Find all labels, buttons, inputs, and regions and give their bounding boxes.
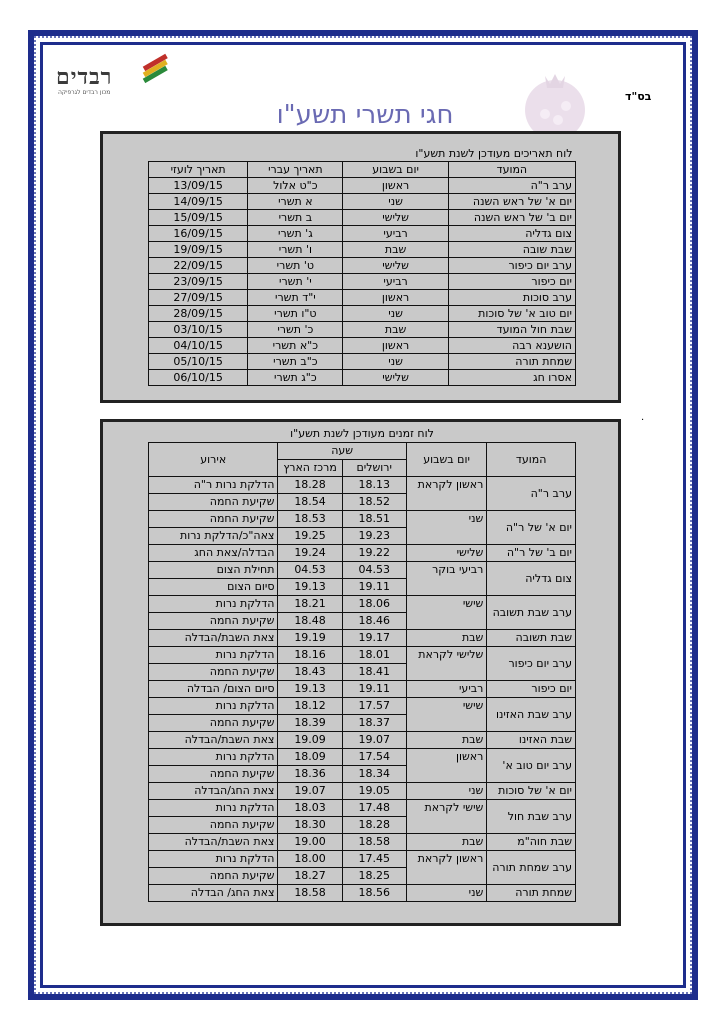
col-header-moed: המועד (487, 443, 576, 477)
table-cell: שבת חול המועד (448, 322, 575, 338)
jerusalem-time-cell: 18.13 (342, 477, 406, 494)
jerusalem-time-cell: 19.05 (342, 783, 406, 800)
table-cell: אסרו חג (448, 370, 575, 386)
center-time-cell: 18.16 (278, 647, 342, 664)
table-cell: כ"ט אלול (248, 178, 343, 194)
center-time-cell: 04.53 (278, 562, 342, 579)
moed-cell: שבת תשובה (487, 630, 576, 647)
page-title: חגי תשרי תשע"ו (276, 100, 454, 130)
table-row (149, 210, 576, 226)
col-header-time: שעה (278, 443, 406, 460)
table-row (149, 258, 576, 274)
event-cell: סיום הצום (149, 579, 278, 596)
table-cell: שבת (343, 242, 448, 258)
col-header-jerusalem: ירושלים (342, 460, 406, 477)
table-cell: ראשון (343, 178, 448, 194)
jerusalem-time-cell: 18.01 (342, 647, 406, 664)
table-row (149, 732, 576, 749)
dates-panel (100, 131, 621, 403)
moed-cell: יום ב' של ר"ה (487, 545, 576, 562)
table-row (149, 242, 576, 258)
event-cell: הבדלה/צאת החג (149, 545, 278, 562)
table-cell: ב תשרי (248, 210, 343, 226)
table-cell: רביעי (343, 274, 448, 290)
center-time-cell: 18.36 (278, 766, 342, 783)
event-cell: שקיעת החמה (149, 511, 278, 528)
event-cell: שקיעת החמה (149, 715, 278, 732)
jerusalem-time-cell: 19.23 (342, 528, 406, 545)
moed-cell: שבת האזינו (487, 732, 576, 749)
weekday-cell: רביעי (406, 681, 487, 698)
jerusalem-time-cell: 18.58 (342, 834, 406, 851)
center-time-cell: 18.03 (278, 800, 342, 817)
center-time-cell: 18.28 (278, 477, 342, 494)
table-cell: כ"ג תשרי (248, 370, 343, 386)
table-cell: שבת שובה (448, 242, 575, 258)
table-row (149, 354, 576, 370)
event-cell: צאה"כ/הדלקת נרות (149, 528, 278, 545)
jerusalem-time-cell: 18.37 (342, 715, 406, 732)
table-cell: 28/09/15 (149, 306, 248, 322)
event-cell: צאת השבת/הבדלה (149, 834, 278, 851)
table-cell: 15/09/15 (149, 210, 248, 226)
table-cell: כ"ב תשרי (248, 354, 343, 370)
table-cell: צום גדליה (448, 226, 575, 242)
table-row (149, 477, 576, 494)
col-header-gregorian-date: תאריך לועזי (149, 162, 248, 178)
table-cell: ט' תשרי (248, 258, 343, 274)
center-time-cell: 18.53 (278, 511, 342, 528)
center-time-cell: 19.13 (278, 579, 342, 596)
weekday-cell: שבת (406, 834, 487, 851)
table-cell: 19/09/15 (149, 242, 248, 258)
logo-subtitle: מכון רבדים לגרפיקה (58, 89, 111, 96)
table-row (149, 783, 576, 800)
table-row (149, 545, 576, 562)
col-header-moed: המועד (448, 162, 575, 178)
center-time-cell: 18.21 (278, 596, 342, 613)
table-row (149, 274, 576, 290)
table-cell: 06/10/15 (149, 370, 248, 386)
moed-cell: ערב ר"ה (487, 477, 576, 511)
table-row (149, 338, 576, 354)
table-cell: כ"א תשרי (248, 338, 343, 354)
table-cell: יום ב' של ראש השנה (448, 210, 575, 226)
table-cell: שלישי (343, 370, 448, 386)
table-cell: ערב יום כיפור (448, 258, 575, 274)
table-cell: הושענא רבה (448, 338, 575, 354)
table-row (149, 511, 576, 528)
table-cell: ט"ו תשרי (248, 306, 343, 322)
event-cell: סיום הצום/ הבדלה (149, 681, 278, 698)
center-time-cell: 18.39 (278, 715, 342, 732)
center-time-cell: 18.30 (278, 817, 342, 834)
times-table (148, 426, 576, 902)
center-time-cell: 18.48 (278, 613, 342, 630)
center-time-cell: 18.43 (278, 664, 342, 681)
center-time-cell: 18.58 (278, 885, 342, 902)
table-cell: 27/09/15 (149, 290, 248, 306)
weekday-cell: שני (406, 783, 487, 800)
jerusalem-time-cell: 18.46 (342, 613, 406, 630)
jerusalem-time-cell: 19.11 (342, 579, 406, 596)
jerusalem-time-cell: 18.34 (342, 766, 406, 783)
event-cell: שקיעת החמה (149, 494, 278, 511)
table-cell: א תשרי (248, 194, 343, 210)
center-time-cell: 18.12 (278, 698, 342, 715)
center-time-cell: 19.00 (278, 834, 342, 851)
moed-cell: ערב שמחת תורה (487, 851, 576, 885)
table-row (149, 226, 576, 242)
weekday-cell: שישי לקראת (406, 800, 487, 834)
center-time-cell: 18.54 (278, 494, 342, 511)
table-cell: שלישי (343, 210, 448, 226)
times-panel (100, 419, 621, 926)
jerusalem-time-cell: 18.56 (342, 885, 406, 902)
table-cell: שלישי (343, 258, 448, 274)
jerusalem-time-cell: 17.57 (342, 698, 406, 715)
table-row (149, 800, 576, 817)
jerusalem-time-cell: 04.53 (342, 562, 406, 579)
event-cell: הדלקת נרות (149, 647, 278, 664)
event-cell: הדלקת נרות ר"ה (149, 477, 278, 494)
table-cell: י"ד תשרי (248, 290, 343, 306)
table-cell: ערב סוכות (448, 290, 575, 306)
table-cell: כ' תשרי (248, 322, 343, 338)
event-cell: צאת השבת/הבדלה (149, 732, 278, 749)
event-cell: שקיעת החמה (149, 664, 278, 681)
col-header-weekday: יום בשבוע (406, 443, 487, 477)
table-cell: 05/10/15 (149, 354, 248, 370)
table-row (149, 681, 576, 698)
table-row (149, 630, 576, 647)
event-cell: הדלקת נרות (149, 851, 278, 868)
event-cell: הדלקת נרות (149, 698, 278, 715)
table-row (149, 562, 576, 579)
bsd-mark: בס"ד (625, 90, 652, 103)
col-header-event: אירוע (149, 443, 278, 477)
event-cell: הדלקת נרות (149, 749, 278, 766)
moed-cell: יום א' של סוכות (487, 783, 576, 800)
table-row (149, 322, 576, 338)
table-cell: 13/09/15 (149, 178, 248, 194)
weekday-cell: ראשון לקראת (406, 851, 487, 885)
weekday-cell: ראשון לקראת (406, 477, 487, 511)
jerusalem-time-cell: 18.06 (342, 596, 406, 613)
weekday-cell: שישי (406, 698, 487, 732)
weekday-cell: שישי (406, 596, 487, 630)
table-cell: שני (343, 306, 448, 322)
jerusalem-time-cell: 17.48 (342, 800, 406, 817)
jerusalem-time-cell: 18.28 (342, 817, 406, 834)
event-cell: שקיעת החמה (149, 817, 278, 834)
event-cell: שקיעת החמה (149, 766, 278, 783)
jerusalem-time-cell: 17.54 (342, 749, 406, 766)
moed-cell: ערב שבת האזינו (487, 698, 576, 732)
jerusalem-time-cell: 18.25 (342, 868, 406, 885)
col-header-center: מרכז הארץ (278, 460, 342, 477)
table-row (149, 647, 576, 664)
moed-cell: שמחת תורה (487, 885, 576, 902)
moed-cell: ערב שבת תשובה (487, 596, 576, 630)
weekday-cell: שני (406, 511, 487, 545)
table-cell: 16/09/15 (149, 226, 248, 242)
center-time-cell: 18.09 (278, 749, 342, 766)
event-cell: צאת השבת/הבדלה (149, 630, 278, 647)
weekday-cell: שלישי לקראת (406, 647, 487, 681)
dates-table (148, 146, 576, 386)
table-row (149, 290, 576, 306)
weekday-cell: שלישי (406, 545, 487, 562)
jerusalem-time-cell: 19.22 (342, 545, 406, 562)
weekday-cell: ראשון (406, 749, 487, 783)
jerusalem-time-cell: 19.11 (342, 681, 406, 698)
weekday-cell: שני (406, 885, 487, 902)
table-cell: 14/09/15 (149, 194, 248, 210)
table-row (149, 194, 576, 210)
center-time-cell: 19.09 (278, 732, 342, 749)
table-row (149, 370, 576, 386)
table-row (149, 306, 576, 322)
moed-cell: ערב יום טוב א' (487, 749, 576, 783)
table-cell: שמחת תורה (448, 354, 575, 370)
event-cell: שקיעת החמה (149, 613, 278, 630)
center-time-cell: 19.25 (278, 528, 342, 545)
moed-cell: יום כיפור (487, 681, 576, 698)
table-cell: 04/10/15 (149, 338, 248, 354)
table-cell: ג' תשרי (248, 226, 343, 242)
center-time-cell: 19.07 (278, 783, 342, 800)
logo-text: רבדים (56, 64, 113, 90)
table-cell: שבת (343, 322, 448, 338)
jerusalem-time-cell: 18.51 (342, 511, 406, 528)
jerusalem-time-cell: 18.52 (342, 494, 406, 511)
center-time-cell: 19.13 (278, 681, 342, 698)
stray-dot: . (641, 412, 645, 423)
times-table-caption: לוח זמנים מעודכן לשנת תשע"ו (290, 427, 434, 440)
weekday-cell: שבת (406, 732, 487, 749)
table-row (149, 698, 576, 715)
event-cell: צאת החג/ הבדלה (149, 885, 278, 902)
moed-cell: צום גדליה (487, 562, 576, 596)
jerusalem-time-cell: 18.41 (342, 664, 406, 681)
table-cell: 23/09/15 (149, 274, 248, 290)
event-cell: שקיעת החמה (149, 868, 278, 885)
moed-cell: ערב שבת חול (487, 800, 576, 834)
center-time-cell: 18.00 (278, 851, 342, 868)
table-cell: ראשון (343, 290, 448, 306)
table-cell: יום טוב א' של סוכות (448, 306, 575, 322)
center-time-cell: 19.24 (278, 545, 342, 562)
table-cell: יום א' של ראש השנה (448, 194, 575, 210)
table-row (149, 596, 576, 613)
table-cell: 22/09/15 (149, 258, 248, 274)
table-row (149, 885, 576, 902)
table-cell: ראשון (343, 338, 448, 354)
table-cell: י' תשרי (248, 274, 343, 290)
event-cell: הדלקת נרות (149, 800, 278, 817)
table-row (149, 178, 576, 194)
jerusalem-time-cell: 19.17 (342, 630, 406, 647)
col-header-weekday: יום בשבוע (343, 162, 448, 178)
table-cell: ערב ר"ה (448, 178, 575, 194)
event-cell: צאת החג/הבדלה (149, 783, 278, 800)
jerusalem-time-cell: 19.07 (342, 732, 406, 749)
weekday-cell: רביעי בוקר (406, 562, 487, 596)
table-cell: 03/10/15 (149, 322, 248, 338)
table-row (149, 749, 576, 766)
moed-cell: ערב יום כיפור (487, 647, 576, 681)
center-time-cell: 18.27 (278, 868, 342, 885)
moed-cell: יום א' של ר"ה (487, 511, 576, 545)
weekday-cell: שבת (406, 630, 487, 647)
table-cell: שני (343, 194, 448, 210)
event-cell: תחילת הצום (149, 562, 278, 579)
dates-table-caption: לוח תאריכים מעודכן לשנת תשע"ו (415, 147, 573, 160)
event-cell: הדלקת נרות (149, 596, 278, 613)
jerusalem-time-cell: 17.45 (342, 851, 406, 868)
table-row (149, 834, 576, 851)
table-row (149, 851, 576, 868)
moed-cell: שבת חוה"מ (487, 834, 576, 851)
table-cell: ו' תשרי (248, 242, 343, 258)
center-time-cell: 19.19 (278, 630, 342, 647)
table-cell: רביעי (343, 226, 448, 242)
table-cell: יום כיפור (448, 274, 575, 290)
col-header-hebrew-date: תאריך עברי (248, 162, 343, 178)
table-cell: שני (343, 354, 448, 370)
